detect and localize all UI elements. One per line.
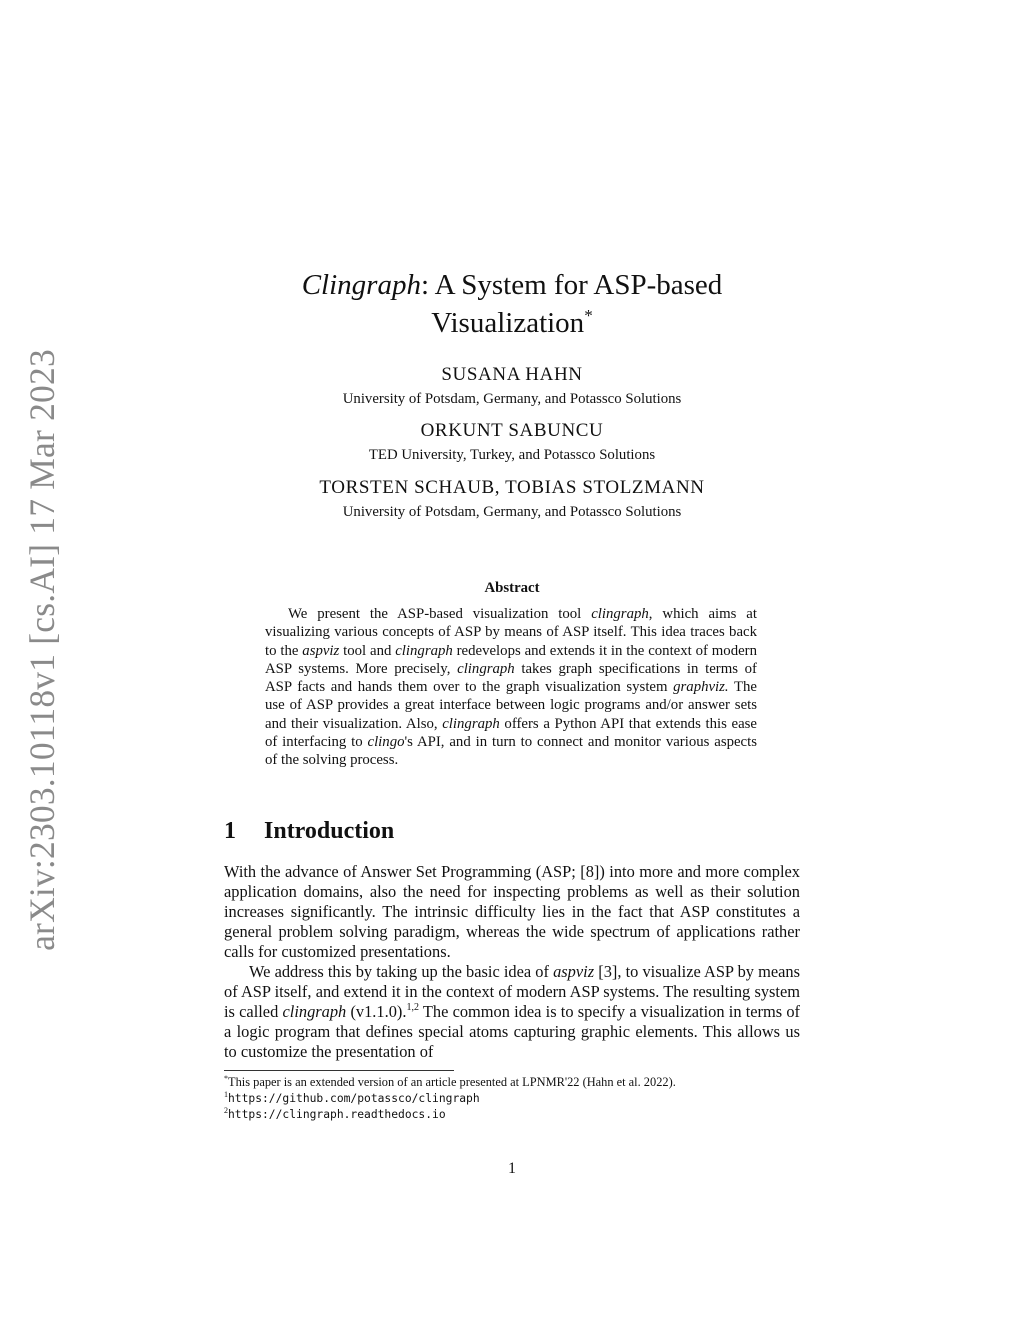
section-number: 1 (224, 818, 236, 844)
footnote-mark: 2 (224, 1106, 228, 1115)
author-name-1: SUSANA HAHN (441, 364, 583, 385)
abstract-text: offers a Python API that extends this ease of interfacing to (265, 715, 757, 751)
author-name-2: ORKUNT SABUNCU (420, 420, 604, 441)
section-title: Introduction (264, 818, 395, 844)
footnote-text: This paper is an extended version of an article presented at LPNMR'22 (Hahn et al. 2022). (228, 1075, 676, 1089)
author-name-3: TORSTEN SCHAUB, TOBIAS STOLZMANN (319, 477, 705, 498)
abstract-emph: clingraph (442, 715, 500, 732)
intro-paragraph-1: With the advance of Answer Set Programming (ASP; [8]) into more and more complex application domains, also the need for inspecting problems as well as their solution increases significantly. The intrinsic difficulty lies in the fact that ASP constitutes a general problem solving paradigm, whereas the wide spectrum of applications rather calls for customized presentations. (224, 862, 800, 961)
title-italic-clingraph: Clingraph (301, 269, 421, 301)
abstract-heading: Abstract (484, 580, 540, 596)
footnote-reference: 1,2 (406, 1002, 419, 1013)
intro-text: (v1.1.0). (346, 1002, 407, 1021)
title-line-2 (0, 304, 1024, 342)
abstract-emph: graphviz. (673, 679, 729, 696)
intro-emph: clingraph (282, 1002, 347, 1021)
paper-title (0, 266, 1024, 342)
abstract-emph: clingraph (395, 642, 453, 659)
abstract-text: redevelops and extends it in the context of modern ASP systems. More precisely, (265, 642, 757, 677)
abstract-text: We present the ASP-based visualization tool (288, 606, 592, 622)
abstract-text: 's API, and in turn to connect and monitor various aspects of the solving process. (265, 734, 757, 769)
footnote-star (224, 1074, 824, 1090)
footnote-2 (224, 1106, 824, 1123)
footnote-mark: 1 (224, 1090, 228, 1099)
author-affiliation-2: TED University, Turkey, and Potassco Solutions (368, 447, 656, 463)
intro-emph: aspviz (553, 962, 595, 981)
abstract-text: tool and (339, 642, 396, 659)
intro-text: We address this by taking up the basic idea of (249, 962, 554, 981)
title-line-1-rest: : A System for ASP-based (420, 269, 723, 301)
footnote-link-docs[interactable]: https://clingraph.readthedocs.io (228, 1108, 446, 1121)
abstract-emph: clingraph (457, 660, 515, 677)
abstract-text: , which aims at visualizing various concepts of ASP by means of ASP itself. This idea traces back to the (265, 606, 757, 659)
title-line-1 (0, 266, 1024, 304)
abstract-emph: clingraph (591, 606, 649, 622)
title-line-2-text: Visualization (431, 307, 585, 339)
abstract-emph: clingo (367, 734, 405, 751)
abstract-text: takes graph specifications in terms of ASP facts and hands them over to the graph visualization system (265, 660, 757, 696)
intro-text: [3], to visualize ASP by means of ASP itself, and extend it in the context of modern ASP systems. The resulting system is called (224, 962, 800, 1021)
intro-paragraph-2 (224, 962, 800, 1062)
arxiv-identifier-stamp: arXiv:2303.10118v1 [cs.AI] 17 Mar 2023 (22, 349, 62, 951)
footnote-mark: * (224, 1074, 228, 1083)
section-heading-introduction (224, 818, 394, 845)
abstract-text: The use of ASP provides a great interface between logic programs and/or answer sets and their visualization. Also, (265, 679, 758, 732)
intro-text: The common idea is to specify a visualization in terms of a logic program that defines special atoms capturing graphic elements. This allows us to customize the presentation of (224, 1002, 801, 1061)
footnote-link-github[interactable]: https://github.com/potassco/clingraph (228, 1092, 480, 1105)
footnote-divider (224, 1070, 454, 1071)
abstract-emph: aspviz (302, 642, 340, 659)
abstract-body (265, 605, 757, 770)
page-number: 1 (508, 1160, 516, 1177)
footnote-1 (224, 1090, 824, 1107)
title-footnote-mark: * (584, 306, 593, 325)
author-affiliation-1: University of Potsdam, Germany, and Potassco Solutions (342, 391, 682, 407)
author-affiliation-3: University of Potsdam, Germany, and Potassco Solutions (342, 504, 682, 520)
